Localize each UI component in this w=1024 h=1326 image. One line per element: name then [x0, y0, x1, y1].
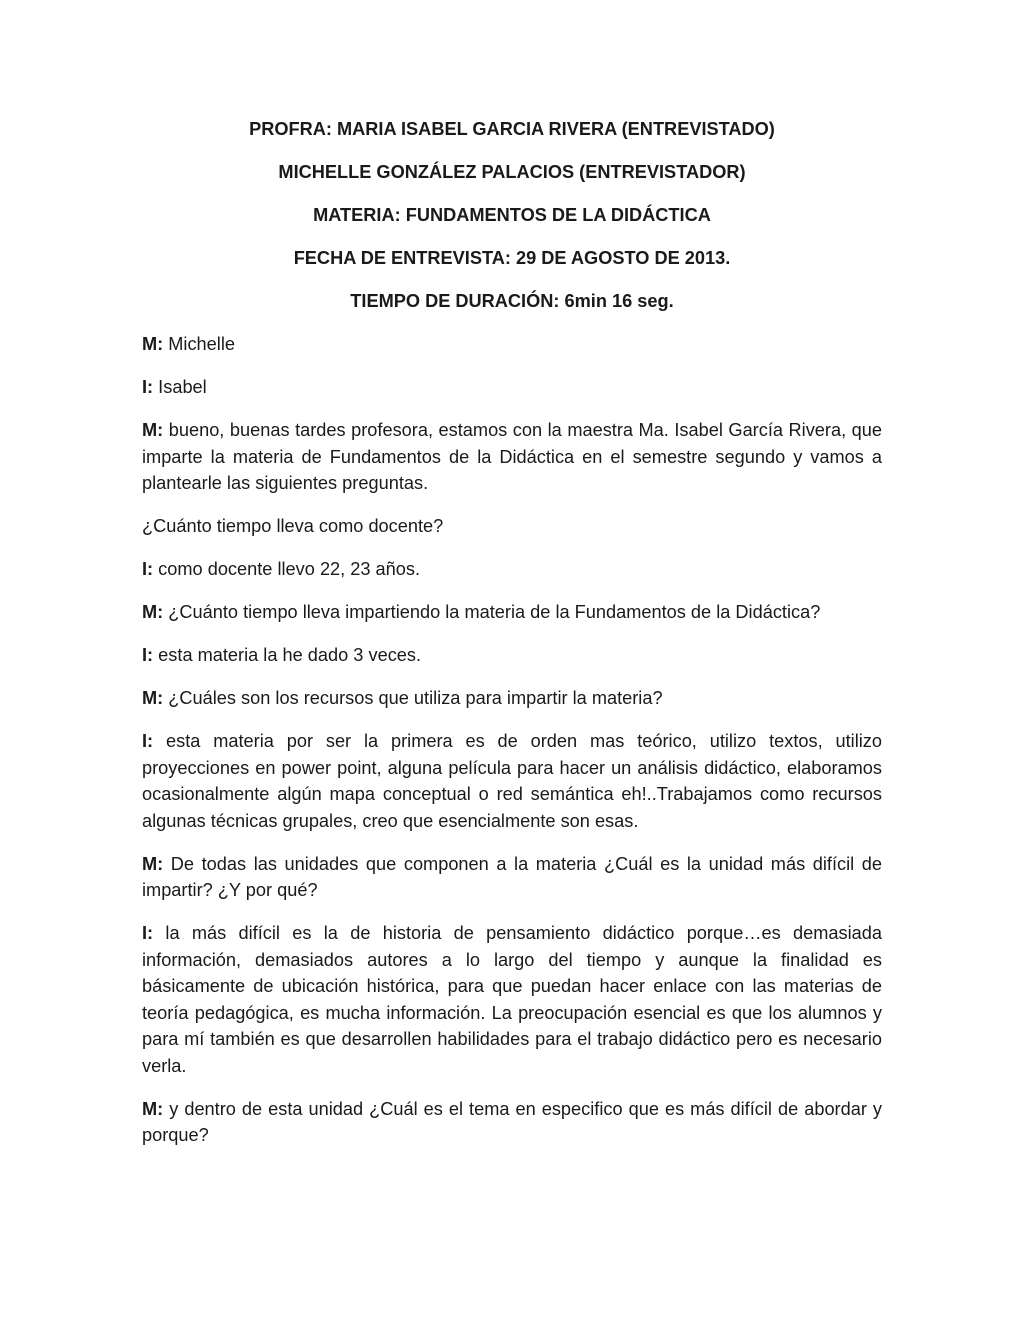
- transcript-paragraph: [142, 728, 882, 834]
- transcript-paragraph: [142, 599, 882, 626]
- paragraph-text: De todas las unidades que componen a la materia ¿Cuál es la unidad más difícil de impartir? ¿Y por qué?: [142, 853, 882, 900]
- paragraph-text: y dentro de esta unidad ¿Cuál es el tema en especifico que es más difícil de abordar y porque?: [142, 1098, 882, 1145]
- transcript: [142, 331, 882, 1149]
- transcript-paragraph: [142, 556, 882, 583]
- paragraph-text: Isabel: [153, 377, 207, 397]
- paragraph-text: Michelle: [163, 334, 235, 354]
- header-date: FECHA DE ENTREVISTA: 29 DE AGOSTO DE 2013.: [293, 248, 731, 268]
- speaker-label: I:: [142, 731, 154, 751]
- speaker-label: M:: [142, 602, 164, 622]
- speaker-label: M:: [142, 853, 164, 874]
- transcript-paragraph: [142, 851, 882, 904]
- header-teacher: PROFRA: MARIA ISABEL GARCIA RIVERA (ENTREVISTADO): [249, 119, 775, 139]
- speaker-label: M:: [142, 1098, 164, 1119]
- speaker-label: M:: [142, 688, 164, 708]
- transcript-paragraph: [142, 417, 882, 497]
- paragraph-text: como docente llevo 22, 23 años.: [153, 559, 421, 579]
- paragraph-text: ¿Cuánto tiempo lleva como docente?: [142, 516, 444, 536]
- transcript-paragraph: [142, 513, 882, 540]
- document-page: [142, 116, 882, 1165]
- header-subject: MATERIA: FUNDAMENTOS DE LA DIDÁCTICA: [313, 205, 711, 225]
- transcript-paragraph: [142, 331, 882, 358]
- paragraph-text: ¿Cuánto tiempo lleva impartiendo la materia de la Fundamentos de la Didáctica?: [163, 602, 821, 622]
- paragraph-text: la más difícil es la de historia de pensamiento didáctico porque…es demasiada información, demasiados autores a lo largo del tiempo y aunque la finalidad es básicamente de ubicación histórica, para que puedan hacer enlace con las materias de teoría pedagógica, es mucha información. La preocupación esencial es que los alumnos y para mí también es que desarrollen habilidades para el trabajo didáctico pero es necesario verla.: [142, 923, 882, 1076]
- transcript-paragraph: [142, 920, 882, 1079]
- paragraph-text: bueno, buenas tardes profesora, estamos con la maestra Ma. Isabel García Rivera, que imparte la materia de Fundamentos de la Didáctica en el semestre segundo y vamos a plantearle las siguientes preguntas.: [142, 420, 882, 493]
- paragraph-text: esta materia la he dado 3 veces.: [153, 645, 422, 665]
- transcript-paragraph: [142, 374, 882, 401]
- speaker-label: I:: [142, 377, 154, 397]
- speaker-label: I:: [142, 923, 154, 943]
- header-interviewer: MICHELLE GONZÁLEZ PALACIOS (ENTREVISTADOR): [278, 162, 746, 182]
- speaker-label: I:: [142, 645, 154, 665]
- paragraph-text: ¿Cuáles son los recursos que utiliza para impartir la materia?: [163, 688, 663, 708]
- transcript-paragraph: [142, 685, 882, 712]
- speaker-label: I:: [142, 559, 154, 579]
- header-duration: TIEMPO DE DURACIÓN: 6min 16 seg.: [350, 291, 674, 311]
- transcript-paragraph: [142, 642, 882, 669]
- speaker-label: M:: [142, 420, 164, 440]
- speaker-label: M:: [142, 334, 164, 354]
- paragraph-text: esta materia por ser la primera es de orden mas teórico, utilizo textos, utilizo proyecciones en power point, alguna película para hacer un análisis didáctico, elaboramos ocasionalmente algún mapa conceptual o red semántica eh!..Trabajamos como recursos algunas técnicas grupales, creo que esencialmente son esas.: [142, 731, 882, 831]
- transcript-paragraph: [142, 1096, 882, 1149]
